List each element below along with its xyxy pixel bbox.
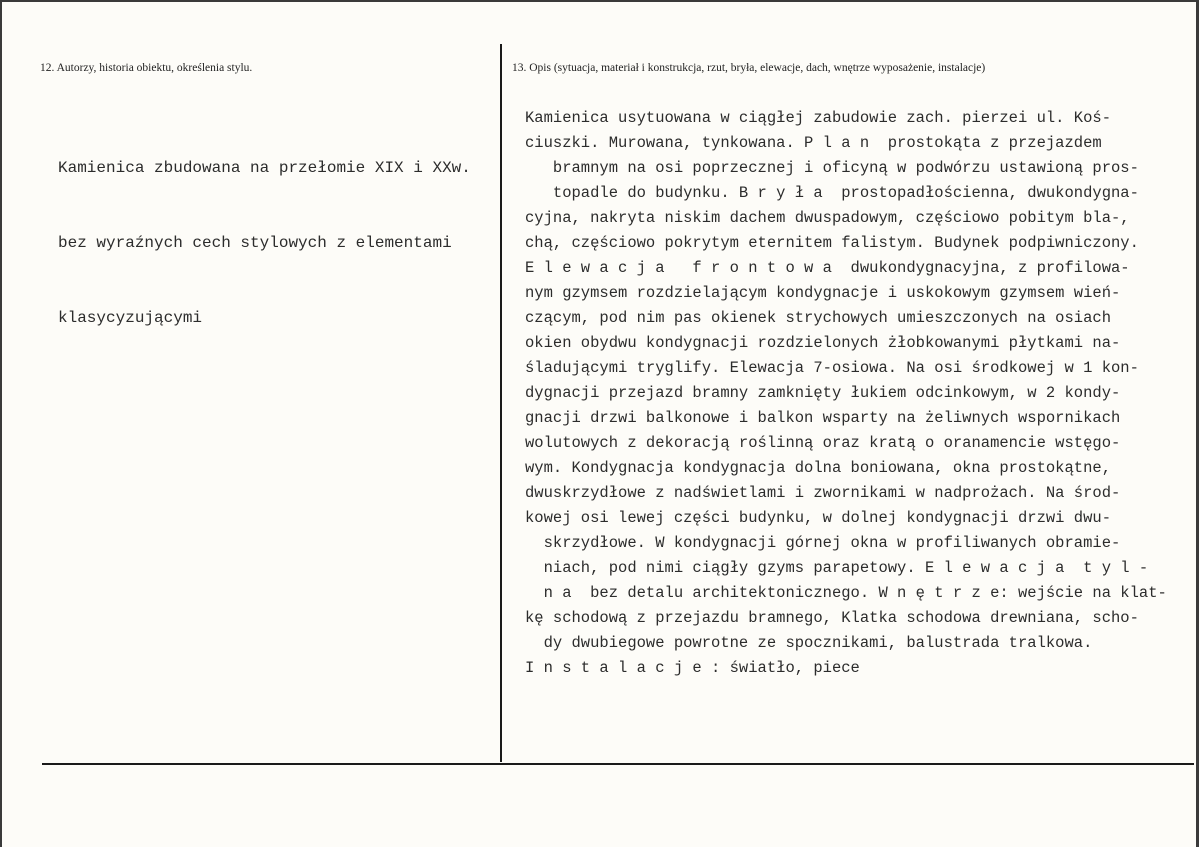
text-line: skrzydłowe. W kondygnacji górnej okna w profiliwanych obramie- [525,534,1121,552]
text-line: dy dwubiegowe powrotne ze spocznikami, balustrada tralkowa. [525,634,1093,652]
page-edge-left [0,0,2,847]
text-line: cyjna, nakryta niskim dachem dwuspadowym, częściowo pobitym bla-, [525,209,1130,227]
text-line: niach, pod nimi ciągły gzyms parapetowy. E l e w a c j a t y l - [525,559,1149,577]
text-line: Kamienica zbudowana na przełomie XIX i XXw. [58,159,471,177]
text-line: I n s t a l a c j e : światło, piece [525,659,860,677]
text-line: okien obydwu kondygnacji rozdzielonych żłobkowanymi płytkami na- [525,334,1121,352]
text-line: Kamienica usytuowana w ciągłej zabudowie zach. pierzei ul. Koś- [525,109,1111,127]
text-line: bez wyraźnych cech stylowych z elementami [58,234,452,252]
page-edge-top [0,0,1199,2]
text-line: chą, częściowo pokrytym eternitem falistym. Budynek podpiwniczony. [525,234,1139,252]
text-line: nym gzymsem rozdzielającym kondygnacje i uskokowym gzymsem wień- [525,284,1121,302]
text-line: wolutowych z dekoracją roślinną oraz kratą o oranamencie wstęgo- [525,434,1121,452]
text-line: dwuskrzydłowe z nadświetlami i zwornikami w nadprożach. Na środ- [525,484,1121,502]
text-line: gnacji drzwi balkonowe i balkon wsparty na żeliwnych wspornikach [525,409,1121,427]
bottom-rule [42,763,1194,765]
text-line: bramnym na osi poprzecznej i oficyną w podwórzu ustawioną pros- [525,159,1139,177]
section-12-heading: 12. Autorzy, historia obiektu, określenia stylu. [40,62,253,74]
text-line: czącym, pod nim pas okienek strychowych umieszczonych na osiach [525,309,1111,327]
text-line: klasycyzującymi [58,309,203,327]
text-line: dygnacji przejazd bramny zamknięty łukiem odcinkowym, w 2 kondy- [525,384,1121,402]
section-13-heading: 13. Opis (sytuacja, materiał i konstrukcja, rzut, bryła, elewacje, dach, wnętrze wyposażenie, instalacje) [512,62,986,74]
text-line: n a bez detalu architektonicznego. W n ę t r z e: wejście na klat- [525,584,1167,602]
text-line: E l e w a c j a f r o n t o w a dwukondygnacyjna, z profilowa- [525,259,1130,277]
text-line: ciuszki. Murowana, tynkowana. P l a n prostokąta z przejazdem [525,134,1102,152]
text-line: kę schodową z przejazdu bramnego, Klatka schodowa drewniana, scho- [525,609,1139,627]
column-divider [500,44,502,762]
section-13-text [525,106,1193,681]
text-line: topadle do budynku. B r y ł a prostopadłościenna, dwukondygna- [525,184,1139,202]
text-line: wym. Kondygnacja kondygnacja dolna boniowana, okna prostokątne, [525,459,1111,477]
section-12-text [58,106,498,356]
text-line: śladującymi tryglify. Elewacja 7-osiowa. Na osi środkowej w 1 kon- [525,359,1139,377]
text-line: kowej osi lewej części budynku, w dolnej kondygnacji drzwi dwu- [525,509,1111,527]
